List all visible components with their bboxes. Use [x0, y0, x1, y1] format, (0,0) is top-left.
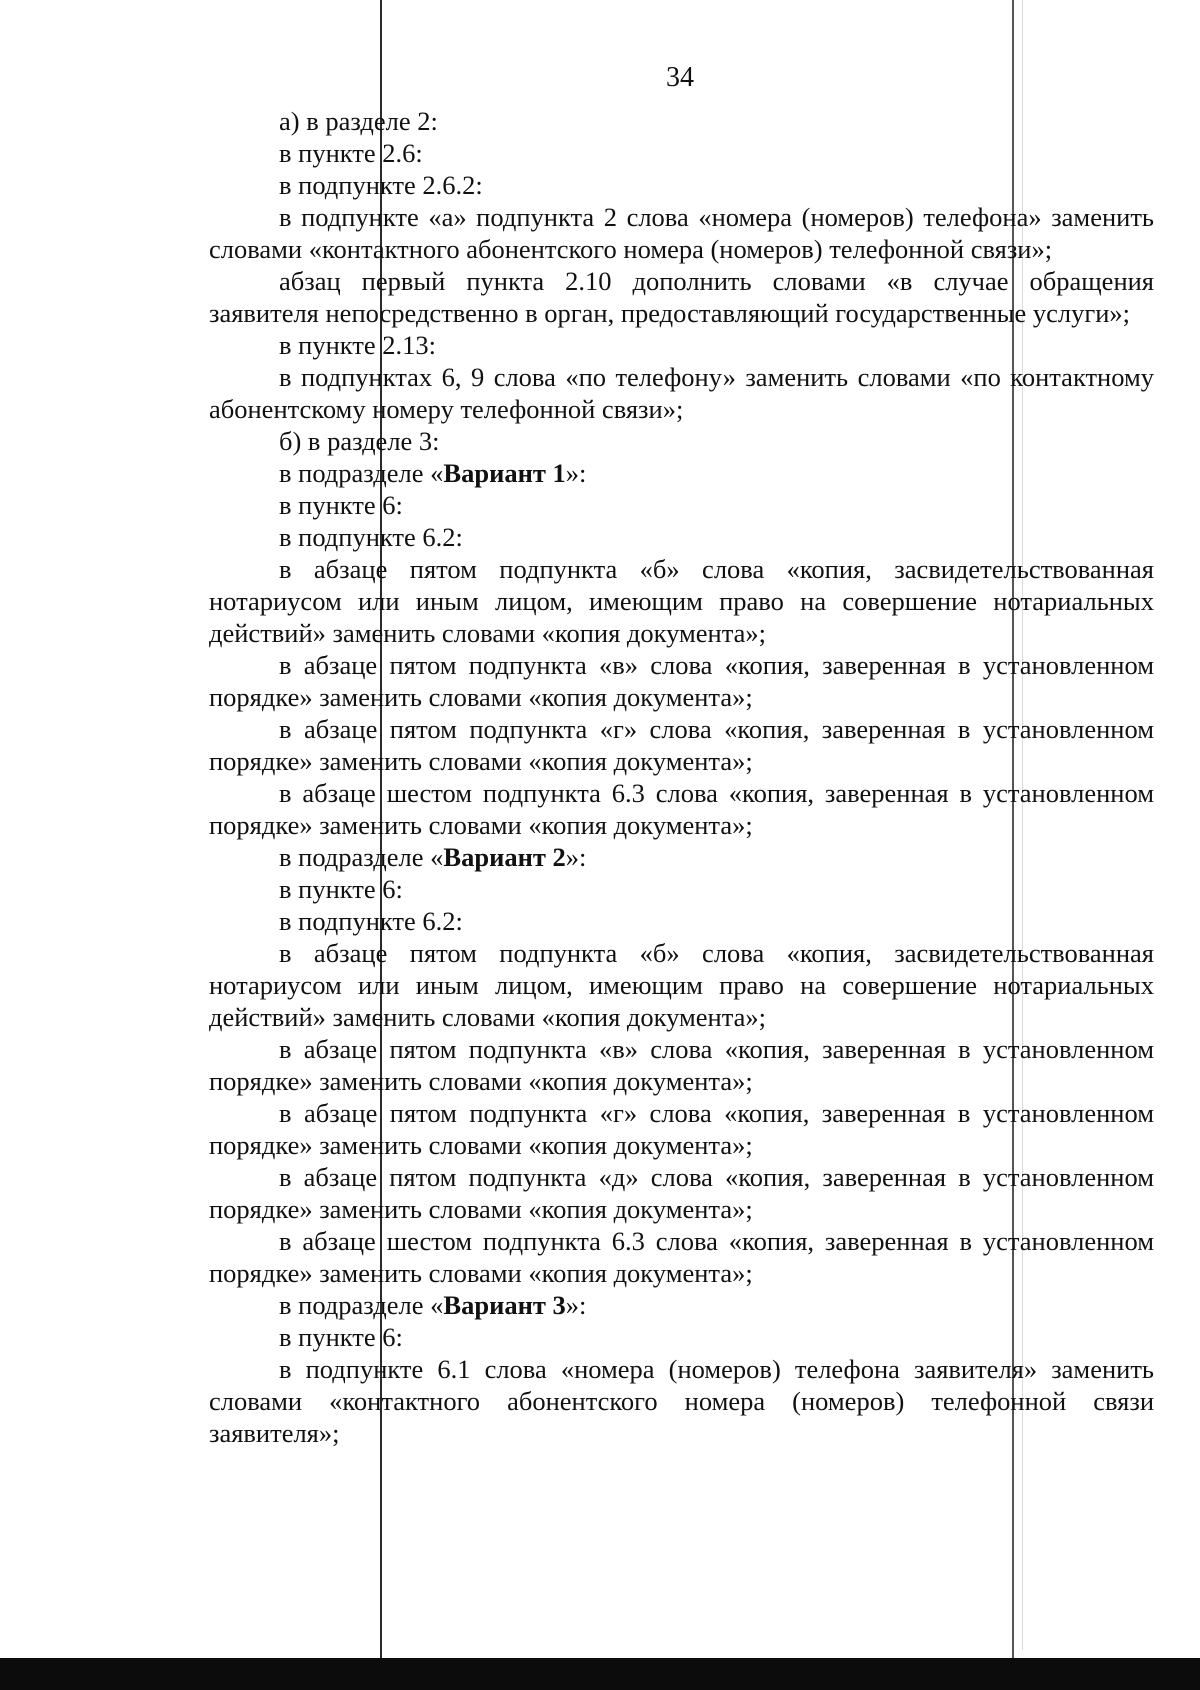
- paragraph: в подпункте 6.2:: [279, 522, 463, 552]
- paragraph: в пункте 2.13:: [279, 330, 436, 360]
- heading-prefix: в подразделе «: [279, 842, 444, 872]
- heading-prefix: в подразделе «: [279, 1290, 444, 1320]
- page-number: 34: [666, 62, 694, 93]
- paragraph: б) в разделе 3:: [279, 426, 440, 456]
- subsection-heading: [209, 457, 1154, 489]
- document-body: [209, 105, 1154, 1449]
- paragraph: в подпункте «а» подпункта 2 слова «номера (номеров) телефона» заменить словами «контактного абонентского номера (номеров) телефонной связи»;: [209, 202, 1154, 264]
- paragraph: а) в разделе 2:: [279, 106, 438, 136]
- paragraph: в пункте 6:: [279, 1322, 403, 1352]
- paragraph: в подпункте 6.2:: [279, 906, 463, 936]
- variant-name: Вариант 1: [443, 458, 566, 488]
- paragraph: в подпунктах 6, 9 слова «по телефону» заменить словами «по контактному абонентскому номеру телефонной связи»;: [209, 362, 1154, 424]
- subsection-heading: [209, 841, 1154, 873]
- paragraph: в абзаце пятом подпункта «б» слова «копия, засвидетельствованная нотариусом или иным лицом, имеющим право на совершение нотариальных действий» заменить словами «копия документа»;: [209, 554, 1154, 648]
- paragraph: в абзаце пятом подпункта «б» слова «копия, засвидетельствованная нотариусом или иным лицом, имеющим право на совершение нотариальных действий» заменить словами «копия документа»;: [209, 938, 1154, 1032]
- paragraph: в абзаце пятом подпункта «в» слова «копия, заверенная в установленном порядке» заменить словами «копия документа»;: [209, 650, 1154, 712]
- variant-name: Вариант 2: [443, 842, 566, 872]
- heading-suffix: »:: [565, 1290, 587, 1320]
- paragraph: в пункте 6:: [279, 490, 403, 520]
- subsection-heading: [209, 1289, 1154, 1321]
- scan-bottom-edge: [0, 1658, 1200, 1690]
- paragraph: в абзаце шестом подпункта 6.3 слова «копия, заверенная в установленном порядке» заменить словами «копия документа»;: [209, 778, 1154, 840]
- paragraph: в пункте 2.6:: [279, 138, 423, 168]
- paragraph: в абзаце пятом подпункта «д» слова «копия, заверенная в установленном порядке» заменить словами «копия документа»;: [209, 1162, 1154, 1224]
- heading-suffix: »:: [565, 842, 587, 872]
- heading-suffix: »:: [565, 458, 587, 488]
- variant-name: Вариант 3: [443, 1290, 566, 1320]
- paragraph: абзац первый пункта 2.10 дополнить словами «в случае обращения заявителя непосредственно в орган, предоставляющий государственные услуги»;: [209, 266, 1154, 328]
- paragraph: в пункте 6:: [279, 874, 403, 904]
- paragraph: в абзаце пятом подпункта «г» слова «копия, заверенная в установленном порядке» заменить словами «копия документа»;: [209, 714, 1154, 776]
- paragraph: в абзаце пятом подпункта «г» слова «копия, заверенная в установленном порядке» заменить словами «копия документа»;: [209, 1098, 1154, 1160]
- paragraph: в абзаце шестом подпункта 6.3 слова «копия, заверенная в установленном порядке» заменить словами «копия документа»;: [209, 1226, 1154, 1288]
- paragraph: в подпункте 2.6.2:: [279, 170, 483, 200]
- heading-prefix: в подразделе «: [279, 458, 444, 488]
- paragraph: в абзаце пятом подпункта «в» слова «копия, заверенная в установленном порядке» заменить словами «копия документа»;: [209, 1034, 1154, 1096]
- paragraph: в подпункте 6.1 слова «номера (номеров) телефона заявителя» заменить словами «контактного абонентского номера (номеров) телефонной связи заявителя»;: [209, 1354, 1154, 1448]
